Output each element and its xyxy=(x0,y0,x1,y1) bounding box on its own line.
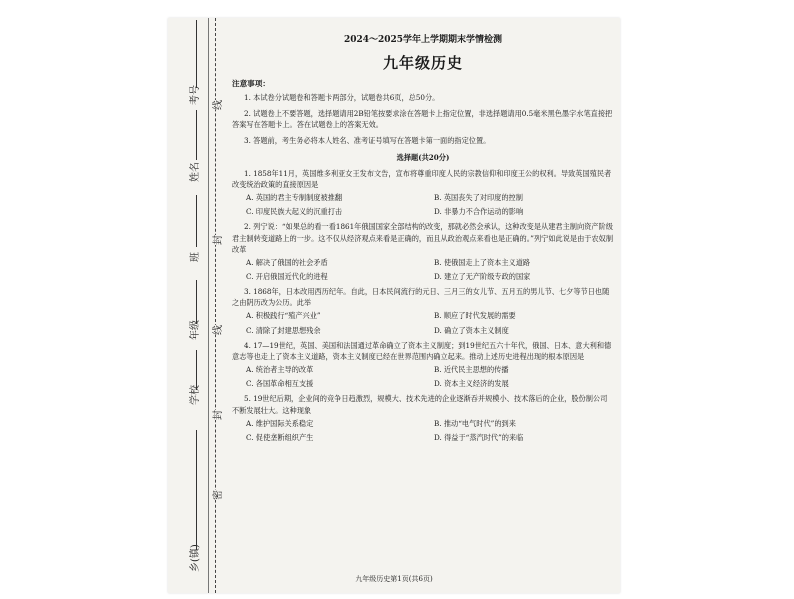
page-footer: 九年级历史第1页(共6页) xyxy=(355,575,433,583)
subject-title: 九年级历史 xyxy=(382,53,463,72)
option-c: C. 各国革命相互支援 xyxy=(246,379,314,389)
binding-mark-line-1: 线 xyxy=(209,100,224,110)
question-5 xyxy=(232,393,614,443)
exam-content xyxy=(232,30,614,447)
binding-mark-seal-2: 封 xyxy=(209,410,224,420)
option-b: B. 顺应了时代发展的需要 xyxy=(434,311,516,321)
binding-mark-seal-1: 封 xyxy=(209,235,224,245)
question-3 xyxy=(232,286,614,336)
option-a: A. 积极践行“殖产兴业” xyxy=(246,311,321,321)
exam-no-underline xyxy=(196,20,197,88)
question-stem: 2. 列宁说：“如果总的看一看1861年俄国国家全部结构的改变，那就必然会承认，这种改变是从建君主制向资产阶级君主制转变道路上的一步。这不仅从经济观点来看是正确的，而且从政治观点来看也是正确的。”列宁如此说是由于农奴制改革 xyxy=(232,222,614,254)
town-underline xyxy=(196,430,197,550)
option-d: D. 确立了资本主义制度 xyxy=(434,325,509,335)
option-c: C. 开启俄国近代化的进程 xyxy=(246,271,328,281)
question-stem: 5. 19世纪后期，企业间的竞争日趋激烈，规模大、技术先进的企业逐渐吞并规模小、技术落后的企业，股份制公司不断发展壮大。这种现象 xyxy=(232,394,608,415)
question-1 xyxy=(232,168,614,218)
grade-underline xyxy=(196,280,197,324)
option-b: B. 近代民主思想的传播 xyxy=(434,365,509,375)
exam-no-label: 考号 xyxy=(190,85,201,105)
option-c: C. 促使垄断组织产生 xyxy=(246,432,314,442)
binding-mark-secret: 密 xyxy=(209,490,224,500)
name-underline xyxy=(196,110,197,160)
question-stem: 3. 1868年，日本改用西历纪年。自此，日本民间流行的元日、三月三的女儿节、五月五的男儿节、七夕等节日也随之由阴历改为公历。此举 xyxy=(232,287,610,308)
question-2 xyxy=(232,221,614,282)
option-d: D. 建立了无产阶级专政的国家 xyxy=(434,271,531,281)
option-a: A. 统治者主导的改革 xyxy=(246,365,314,375)
option-a: A. 英国的君主专制制度被推翻 xyxy=(246,193,343,203)
section-title: 选择题(共20分) xyxy=(396,152,450,162)
option-a: A. 维护国际关系稳定 xyxy=(246,418,314,428)
school-underline xyxy=(196,350,197,390)
name-label: 姓名 xyxy=(190,162,201,182)
option-b: B. 英国丧失了对印度的控制 xyxy=(434,193,523,203)
option-b: B. 推动“电气时代”的到来 xyxy=(434,418,516,428)
notes-heading: 注意事项： xyxy=(232,79,270,89)
class-label: 班 xyxy=(190,252,201,262)
option-d: D. 资本主义经济的发展 xyxy=(434,379,509,389)
note-item: 1. 本试卷分试题卷和答题卡两部分，试题卷共6页，总50分。 xyxy=(244,92,440,102)
school-label: 学校 xyxy=(190,385,201,405)
exam-title: 2024～2025学年上学期期末学情检测 xyxy=(343,35,503,45)
question-stem: 1. 1858年11月，英国维多利亚女王发布文告，宣布将尊重印度人民的宗教信仰和印度王公的权利。导致英国殖民者改变统治政策的直接原因是 xyxy=(232,168,612,189)
class-underline xyxy=(196,195,197,247)
note-item: 3. 答题前，考生务必将本人姓名、准考证号填写在答题卡第一面的指定位置。 xyxy=(244,136,491,146)
option-a: A. 解决了俄国的社会矛盾 xyxy=(246,257,328,267)
option-d: D. 非暴力不合作运动的影响 xyxy=(434,207,524,217)
town-label: 乡(镇) xyxy=(190,544,201,572)
option-c: C. 印度民族大起义的沉重打击 xyxy=(246,207,343,217)
option-d: D. 得益于“蒸汽时代”的来临 xyxy=(434,432,524,442)
option-b: B. 使俄国走上了资本主义道路 xyxy=(434,257,531,267)
grade-label: 年级 xyxy=(190,320,201,340)
binding-mark-line-2: 线 xyxy=(209,325,224,335)
question-stem: 4. 17—19世纪，英国、美国和法国通过革命确立了资本主义制度；到19世纪五六十年代，俄国、日本、意大利和德意志等也走上了资本主义道路，资本主义制度已经在世界范围内确立起来。推动上述历史进程出现的根本原因是 xyxy=(232,340,612,361)
option-c: C. 清除了封建思想残余 xyxy=(246,325,321,335)
note-item: 2. 试题卷上不要答题，选择题请用2B铅笔按要求涂在答题卡上指定位置，非选择题请用0.5毫米黑色墨字水笔直接把答案写在答题卡上。答在试题卷上的答案无效。 xyxy=(232,109,613,130)
question-4 xyxy=(232,340,614,390)
